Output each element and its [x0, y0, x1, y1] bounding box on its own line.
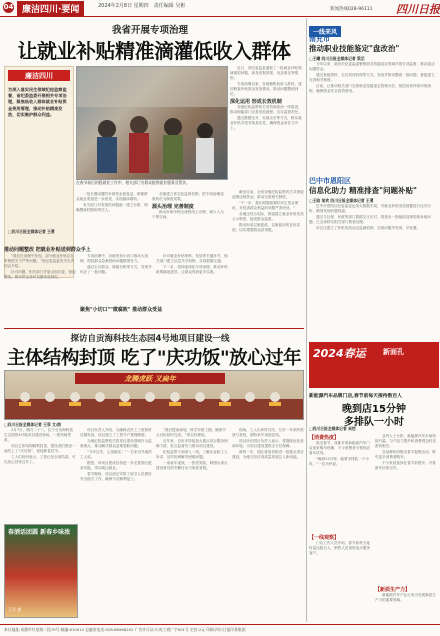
- second-column-4: 现场，工人们举杯共庆，分享一年来的收获与喜悦，期待来年再创佳绩。 项目所在园区负责人表示，将继续优化营商环境，为项目建设提供全方位保障。 新的一年，园区将加快推进一批重点项目建设，为地方经济高质量发展注入新动能。: [232, 428, 304, 459]
- spring-travel-col2: 门店工作人员介绍，春节前每天接待量达数百人，销售人员加班加点服务客户。: [309, 541, 371, 555]
- page-number: 04: [3, 3, 14, 11]
- spring-travel-col1: 临近春节，成都多家新能源汽车门店迎来购车热潮，不少消费者专程到店看车试驾。 “晚到15分钟，就要多排队一个小时。”一位市民说。: [309, 441, 371, 466]
- series-tag: 廉洁四川: [8, 70, 70, 81]
- lead-column-6: 针对就业补贴审核、发放等关键环节，相关部门建立信息共享机制，实现数据互通。 下一步，将持续深化专项治理，推动补贴政策落地见效，让群众得到更多实惠。: [156, 254, 228, 274]
- lead-headline: 让就业补贴精准滴灌低收入群体: [17, 39, 291, 63]
- lead-byline: □四川日报全媒体记者 王勇: [8, 229, 55, 234]
- lead-column-7: 截至目前，全省各级纪检监察机关共督促追缴违规资金，推动完善相关制度。 “下一步，我们将继续紧盯民生资金使用，对侵害群众利益的问题严查快处。” 各地还结合实际，探索建立就业补贴发放公示制度，接受群众监督。 推动形成以案促改、以案促治的良好局面，切实增强群众获得感。: [232, 190, 304, 232]
- sidebar-item1-place: 南充市: [309, 35, 330, 43]
- second-column-2: 项目负责人介绍，为确保农民工工资按时足额发放，项目建立了工资专户管理制度。 当地纪检监察机关将项目建设领域作为监督重点，推动解决群众急难愁盼问题。 “今年过年，心里踏实！”一名来自外地的工人说。 据悉，该项目建成后将进一步完善园区配套功能，带动周边就业。 春节期间，项目部还安排了留守人员做好安全值守工作，确保节后顺利复工。: [80, 428, 152, 481]
- news-hotline: 新闻热线028-96111: [330, 7, 373, 12]
- lead-photo-caption: 在春节前后的稳就业工作中，相关部门为群众提供就业服务及帮扶。: [76, 180, 190, 185]
- lead-subhead-2: 聚焦"小切口""微腐败" 推动群众受益: [80, 307, 163, 313]
- banquet-photo: [4, 370, 304, 420]
- newspaper-logo: 四川日报: [396, 3, 440, 16]
- banner-text: 龙腾虎跃 又扁年: [75, 373, 225, 384]
- sidebar-item1-byline: □王曦 四川日报全媒体记者 梁芯: [309, 56, 365, 61]
- second-column-3: “我们提前谋划，科学安排工期，确保节点目标按时完成。”项目经理说。 近年来，自贡市持续加大重点项目服务保障力度，驻点监督有力推动项目建设。 纪检监察干部深入一线，了解企业和工人诉求，及时协调解决困难问题。 一桌桌年夜饭，一张张笑脸，映照出项目建设者们的辛勤付出与收获喜悦。: [156, 428, 228, 470]
- lead-column-5: 专项治理中，各地坚持小切口推动大治理，围绕群众急难愁盼问题精准发力。 通过走访群众、调阅台账等方式，发现并纠正了一批问题。: [80, 254, 152, 274]
- sidebar-item2-place: 巴中市恩阳区: [309, 177, 351, 185]
- spring-travel-head3: 多排队一小时: [344, 417, 404, 428]
- spring-travel-byline: □四川日报全媒体记者 吴恺: [309, 426, 356, 431]
- workers-illustration: [5, 385, 303, 419]
- lead-column-1: 近日，省纪委监委通报了一批就业补贴领域典型问题，涉及虚报冒领、优亲厚友等情形。 专项治理以来，各地聚焦低收入群体，逐项核查补贴资金发放情况，推动问题整改到位。 深化运用 形成长效机制 各级纪检监察机关坚持查改治一体推进，推动职能部门完善发放流程，压实监管责任。 通过数据比对、实地走访等方式，核实就业补贴享受对象真实性，确保资金用在刀刃上。: [230, 66, 302, 130]
- lead-subhead-1: 推动问题整改 把就业补贴送到群众手上: [4, 247, 91, 253]
- lead-column-3: 各地建立常态化监督机制，把专项治理成果转化为制度成果。 源头治理 完善制度 推动补贴申领全流程线上办理，减少人为干预空间。: [152, 192, 224, 219]
- footer-text: 本社地址:成都市红星路二段70号 邮编:610012 总编室电话:028-86968202 广告许可证:川成工商广字001号 定价:2元 印刷:四川日报印务集团: [4, 627, 246, 632]
- second-byline: □四川日报全媒体记者 王菲 文/图: [4, 422, 61, 427]
- lead-photo: [76, 66, 228, 180]
- spring-travel-head2: 晚到店15分钟: [342, 404, 406, 415]
- lead-kicker: 我省开展专项治理: [111, 25, 188, 36]
- lead-subhead-3: 深化运用 形成长效机制: [230, 99, 282, 105]
- second-kicker: 探访自贡海科技生态园4号地项目建设一线: [70, 334, 230, 344]
- sidebar-item1-body: 今年以来，南充市纪委监委聚焦职业技能鉴定领域开展专项监督，推动盘活闲置资金。 通过查阅资料、走访培训机构等方式，发现并推动整改一批问题，督促建立完善相关制度。 目前，已推动相关部门完善职业技能鉴定管理办法，规范培训补贴申领流程，确保资金安全高效使用。: [309, 62, 435, 93]
- spring-travel-banner: [309, 342, 439, 388]
- sidebar-item2-title: 信息化助力 精准排查"问题补贴": [309, 186, 417, 195]
- spring-travel-col4: 新能源汽车产业正成为发展新质生产力的重要领域。: [375, 593, 436, 602]
- sidebar-item1-title: 推动职业技能鉴定"盘改治": [309, 44, 400, 53]
- sidebar-item2-body: 巴中市恩阳区纪委监委运用大数据手段，对就业补贴发放数据进行比对分析，精准发现问题线索。 通过与社保、民政等部门数据交叉比对，排查出一批疑似违规领取补贴问题，已全部移交相关部门核查处理。 该区还建立了补贴发放动态监测机制，实现问题早发现、早处置。: [309, 204, 431, 230]
- lead-column-2: 一批长期闲置的补贴资金被盘活，困难群众就业渠道进一步拓宽，实现稳岗增收。 有关部门对发现的问题逐一建立台账，明确整改时限和责任人。: [76, 192, 148, 212]
- spring-travel-sub: 新面孔: [383, 348, 404, 356]
- second-column-1: 2月7日，腊月二十八，位于自贡海科技生态园的4号地项目建设现场，一派热闹景象。 项目主体结构顺利封顶，建设者们围坐一起吃上了“庆功饭”，迎接新春佳节。 工人们纷纷表示，工资已经全部结清，可以放心回家过年了。: [4, 428, 76, 464]
- section-name: 廉洁四川·要闻: [17, 1, 84, 16]
- spring-travel-kicker: 2024春运: [313, 347, 366, 360]
- page-footer: [0, 624, 440, 636]
- column-divider: [306, 18, 307, 622]
- spring-photo-credit: 王菲 摄: [8, 607, 22, 612]
- spring-photo-caption: 春酒话团圆 新春乡味浓: [8, 529, 71, 536]
- lead-subhead-4: 源头治理 完善制度: [152, 204, 194, 210]
- lead-column-4: “我们在治理中发现，部分就业补贴存在审核把关不严等问题。”省纪委监委有关负责同志介绍。 针对问题，相关部门开展全面自查，督促整改，推动资金及时足额发放到位。: [4, 254, 76, 279]
- sidebar-label: 一线来风: [309, 26, 341, 37]
- sidebar-item2-byline: □王晗 邹欢 四川日报全媒体记者 王勇: [309, 198, 374, 203]
- sidebar-header: [309, 19, 434, 36]
- spring-travel-subhead3: 【新质生产力】: [375, 587, 411, 593]
- spring-photo: [4, 524, 78, 618]
- spring-travel-head1: 新能源汽车品牌门店,春节前每天接待数百人: [309, 394, 402, 399]
- spring-travel-subhead2: 【一线观察】: [309, 535, 340, 541]
- spring-travel-subhead1: 【消费热度】: [309, 435, 340, 441]
- crowd-illustration: [77, 67, 227, 179]
- second-headline: 主体结构封顶 吃了"庆功饭"放心过年: [6, 348, 302, 369]
- spring-travel-col3: 业内人士分析，新能源汽车市场持续升温，与产品力提升和消费观念转变密切相关。 各品牌纷纷推出春节促销活动，吸引更多消费者购车。 不少家庭选择在春节前提车，开着新车回家过年。: [375, 434, 437, 470]
- section-divider: [4, 328, 304, 329]
- lead-intro: 为深入落实民生领域纪检监察监督，省纪委监委开展相关专项治理，聚焦低收入群体就业补贴资金使用管理，推动补贴精准发放，切实维护群众利益。: [8, 87, 67, 117]
- issue-date: 2024年2月8日 星期四 责任编辑 吴彬: [98, 3, 186, 9]
